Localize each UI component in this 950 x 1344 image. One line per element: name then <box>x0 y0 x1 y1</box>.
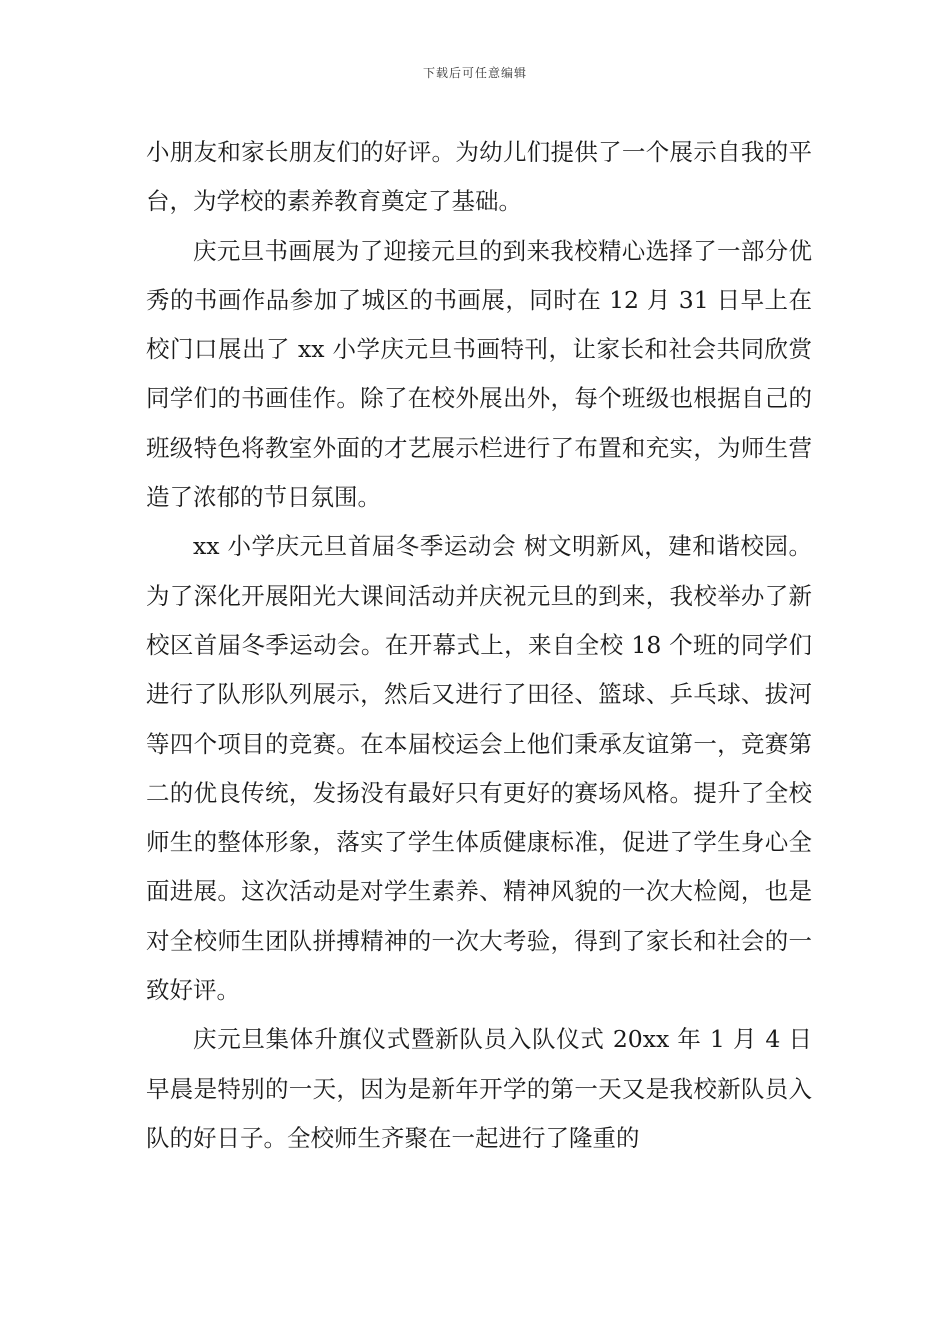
paragraph-1: 小朋友和家长朋友们的好评。为幼儿们提供了一个展示自我的平台，为学校的素养教育奠定了基础。 <box>146 138 812 216</box>
document-body <box>146 128 812 1163</box>
paragraph-4: 庆元旦集体升旗仪式暨新队员入队仪式 20xx 年 1 月 4 日早晨是特别的一天，因为是新年开学的第一天又是我校新队员入队的好日子。全校师生齐聚在一起进行了隆重的 <box>146 1025 812 1152</box>
page-header: 下载后可任意编辑 <box>422 66 527 80</box>
paragraph-2: 庆元旦书画展为了迎接元旦的到来我校精心选择了一部分优秀的书画作品参加了城区的书画展，同时在 12 月 31 日早上在校门口展出了 xx 小学庆元旦书画特刊，让家长和社会共同欣赏同学们的书画佳作。除了在校外展出外，每个班级也根据自己的班级特色将教室外面的才艺展示栏进行了布置和充实，为师生营造了浓郁的节日氛围。 <box>146 236 812 512</box>
paragraph-3: xx 小学庆元旦首届冬季运动会 树文明新风，建和谐校园。为了深化开展阳光大课间活动并庆祝元旦的到来，我校举办了新校区首届冬季运动会。在开幕式上，来自全校 18 个班的同学们进行了队形队列展示，然后又进行了田径、篮球、乒乓球、拔河等四个项目的竞赛。在本届校运会上他们秉承友谊第一，竞赛第二的优良传统，发扬没有最好只有更好的赛场风格。提升了全校师生的整体形象，落实了学生体质健康标准，促进了学生身心全面进展。这次活动是对学生素养、精神风貌的一次大检阅，也是对全校师生团队拼搏精神的一次大考验，得到了家长和社会的一致好评。 <box>146 532 812 1005</box>
